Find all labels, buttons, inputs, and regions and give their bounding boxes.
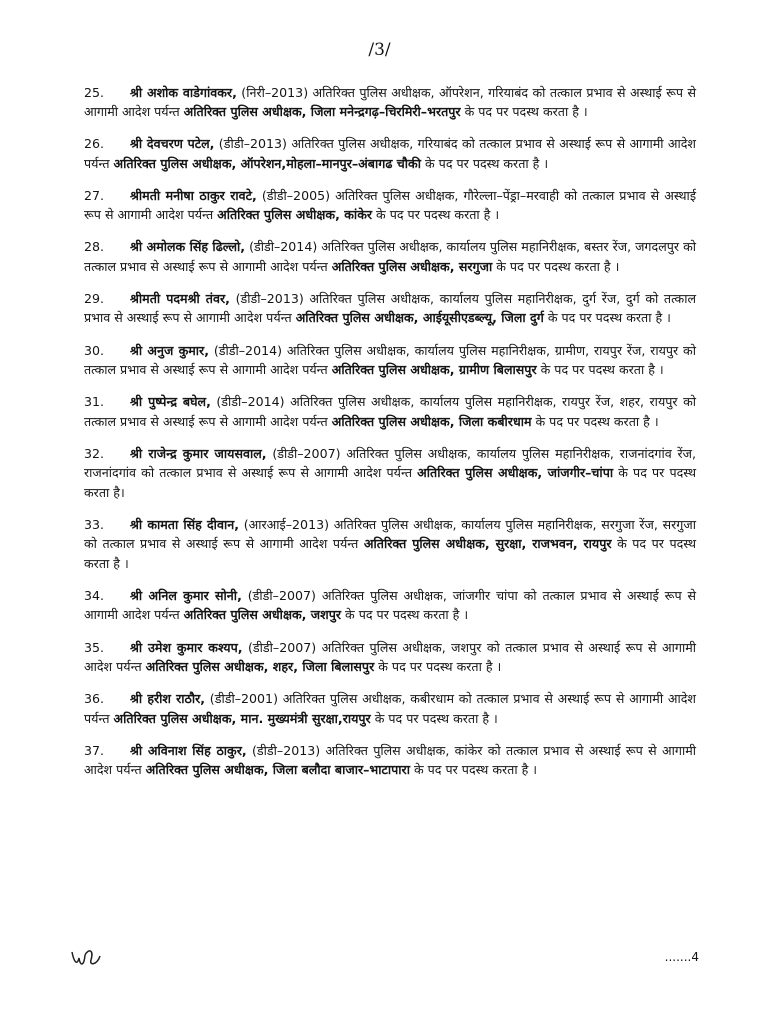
entry-details: (डीडी–2005) अतिरिक्त पुलिस अधीक्षक, गौरेल्ला–पेंड्रा–मरवाही को तत्काल प्रभाव से अस्थाई रूप से आगामी आदेश पर्यन्त (84, 187, 697, 223)
new-post: अतिरिक्त पुलिस अधीक्षक, आईयूसीएडब्ल्यू, जिला दुर्ग (295, 310, 544, 326)
officer-name: श्रीमती पदमश्री तंवर, (130, 290, 230, 306)
list-item (84, 237, 696, 276)
entry-suffix: के पद पर पदस्थ करता है। (84, 465, 696, 500)
entry-suffix: के पद पर पदस्थ करता है । (492, 258, 620, 274)
entry-details: (डीडी–2014) अतिरिक्त पुलिस अधीक्षक, कार्यालय पुलिस महानिरीक्षक, रायपुर रेंज, शहर, रायपुर को तत्काल प्रभाव से अस्थाई रूप से आगामी आदेश पर्यन्त (84, 394, 697, 429)
officer-name: श्री अनुज कुमार, (130, 342, 209, 358)
new-post: अतिरिक्त पुलिस अधीक्षक, जिला बलौदा बाजार–भाटापारा (145, 762, 410, 778)
officer-name: श्री पुष्पेन्द्र बघेल, (130, 394, 211, 410)
entry-details: (डीडी–2007) अतिरिक्त पुलिस अधीक्षक, जशपुर को तत्काल प्रभाव से अस्थाई रूप से आगामी आदेश पर्यन्त (84, 639, 697, 675)
list-item (84, 638, 696, 677)
entry-number: 29. (84, 290, 105, 306)
new-post: अतिरिक्त पुलिस अधीक्षक, ऑपरेशन,मोहला–मानपुर–अंबागढ चौकी (113, 155, 421, 171)
officer-name: श्री अविनाश सिंह ठाकुर, (130, 742, 247, 758)
entry-suffix: के पद पर पदस्थ करता है । (341, 607, 469, 623)
list-item (84, 444, 696, 503)
entry-number: 25. (84, 84, 105, 100)
entry-suffix: के पद पर पदस्थ करता है । (409, 762, 538, 778)
entry-details: (डीडी–2014) अतिरिक्त पुलिस अधीक्षक, कार्यालय पुलिस महानिरीक्षक, बस्तर रेंज, जगदलपुर को तत्काल प्रभाव से अस्थाई रूप से आगामी आदेश पर्यन्त (84, 239, 696, 274)
entry-number: 34. (84, 587, 105, 603)
officer-name: श्री अमोलक सिंह ढिल्लो, (130, 239, 246, 255)
page-continuation: .......4 (664, 950, 699, 964)
entry-number: 31. (84, 394, 105, 410)
new-post: अतिरिक्त पुलिस अधीक्षक, ग्रामीण बिलासपुर (331, 362, 537, 378)
entry-suffix: के पद पर पदस्थ करता है । (531, 413, 659, 429)
new-post: अतिरिक्त पुलिस अधीक्षक, सरगुजा (331, 258, 493, 274)
new-post: अतिरिक्त पुलिस अधीक्षक, जशपुर (183, 607, 342, 623)
list-item (84, 134, 696, 173)
entry-number: 30. (84, 342, 105, 358)
signature-mark (70, 940, 110, 970)
list-item (84, 341, 696, 380)
officer-name: श्री राजेन्द्र कुमार जायसवाल, (130, 445, 267, 461)
entry-number: 36. (84, 691, 105, 707)
entry-details: (डीडी–2013) अतिरिक्त पुलिस अधीक्षक, कार्यालय पुलिस महानिरीक्षक, दुर्ग रेंज, दुर्ग को तत्काल प्रभाव से अस्थाई रूप से आगामी आदेश पर्यन्त (84, 290, 696, 326)
entry-details: (आरआई–2013) अतिरिक्त पुलिस अधीक्षक, कार्यालय पुलिस महानिरीक्षक, सरगुजा रेंज, सरगुजा को तत्काल प्रभाव से अस्थाई रूप से आगामी आदेश पर्यन्त (84, 516, 696, 552)
new-post: अतिरिक्त पुलिस अधीक्षक, कांकेर (217, 207, 373, 223)
list-item (84, 741, 696, 780)
entry-number: 28. (84, 239, 105, 255)
entry-details: (डीडी–2013) अतिरिक्त पुलिस अधीक्षक, गरियाबंद को तत्काल प्रभाव से अस्थाई रूप से आगामी आदेश पर्यन्त (84, 136, 696, 171)
order-entries-list (84, 70, 696, 791)
officer-name: श्री कामता सिंह दीवान, (130, 516, 239, 532)
list-item (84, 586, 696, 625)
entry-number: 37. (84, 742, 105, 758)
officer-name: श्री उमेश कुमार कश्यप, (130, 639, 243, 655)
entry-suffix: के पद पर पदस्थ करता है । (421, 155, 549, 171)
list-item (84, 392, 696, 431)
entry-number: 35. (84, 639, 105, 655)
entry-number: 27. (84, 187, 105, 203)
officer-name: श्री अनिल कुमार सोनी, (130, 587, 242, 603)
entry-number: 33. (84, 516, 105, 532)
new-post: अतिरिक्त पुलिस अधीक्षक, मान. मुख्यमंत्री सुरक्षा,रायपुर (113, 710, 371, 726)
entry-suffix: के पद पर पदस्थ करता है । (460, 104, 588, 120)
entry-details: (डीडी–2001) अतिरिक्त पुलिस अधीक्षक, कबीरधाम को तत्काल प्रभाव से अस्थाई रूप से आगामी आदेश पर्यन्त (84, 691, 696, 726)
entry-details: (निरी–2013) अतिरिक्त पुलिस अधीक्षक, ऑपरेशन, गरियाबंद को तत्काल प्रभाव से अस्थाई रूप से आगामी आदेश पर्यन्त (84, 84, 696, 120)
new-post: अतिरिक्त पुलिस अधीक्षक, जिला कबीरधाम (331, 413, 532, 429)
list-item (84, 689, 696, 728)
list-item (84, 83, 696, 122)
list-item (84, 186, 696, 225)
entry-suffix: के पद पर पदस्थ करता है । (536, 362, 664, 378)
entry-details: (डीडी–2007) अतिरिक्त पुलिस अधीक्षक, कार्यालय पुलिस महानिरीक्षक, राजनांदगांव रेंज, राजनांदगांव को तत्काल प्रभाव से अस्थाई रूप से आगामी आदेश पर्यन्त (84, 445, 696, 481)
officer-name: श्रीमती मनीषा ठाकुर रावटे, (130, 187, 257, 203)
new-post: अतिरिक्त पुलिस अधीक्षक, शहर, जिला बिलासपुर (145, 659, 375, 675)
entry-number: 32. (84, 445, 105, 461)
entry-suffix: के पद पर पदस्थ करता है । (84, 536, 696, 571)
entry-number: 26. (84, 136, 105, 152)
list-item (84, 515, 696, 574)
entry-suffix: के पद पर पदस्थ करता है । (370, 710, 498, 726)
new-post: अतिरिक्त पुलिस अधीक्षक, जांजगीर–चांपा (417, 465, 614, 481)
page-number: /3/ (368, 40, 391, 60)
list-item (84, 289, 696, 328)
new-post: अतिरिक्त पुलिस अधीक्षक, जिला मनेन्द्रगढ़–चिरमिरी–भरतपुर (183, 104, 461, 120)
entry-suffix: के पद पर पदस्थ करता है । (372, 207, 500, 223)
entry-details: (डीडी–2007) अतिरिक्त पुलिस अधीक्षक, जांजगीर चांपा को तत्काल प्रभाव से अस्थाई रूप से आगामी आदेश पर्यन्त (84, 587, 697, 623)
entry-suffix: के पद पर पदस्थ करता है । (374, 659, 502, 675)
officer-name: श्री अशोक वाडेगांवकर, (130, 84, 237, 100)
entry-suffix: के पद पर पदस्थ करता है । (543, 310, 671, 326)
entry-details: (डीडी–2014) अतिरिक्त पुलिस अधीक्षक, कार्यालय पुलिस महानिरीक्षक, ग्रामीण, रायपुर रेंज, रायपुर को तत्काल प्रभाव से अस्थाई रूप से आगामी आदेश पर्यन्त (84, 342, 696, 378)
officer-name: श्री हरीश राठौर, (130, 691, 206, 707)
new-post: अतिरिक्त पुलिस अधीक्षक, सुरक्षा, राजभवन, रायपुर (363, 536, 612, 552)
entry-details: (डीडी–2013) अतिरिक्त पुलिस अधीक्षक, कांकेर को तत्काल प्रभाव से अस्थाई रूप से आगामी आदेश पर्यन्त (84, 742, 697, 778)
officer-name: श्री देवचरण पटेल, (130, 136, 215, 152)
